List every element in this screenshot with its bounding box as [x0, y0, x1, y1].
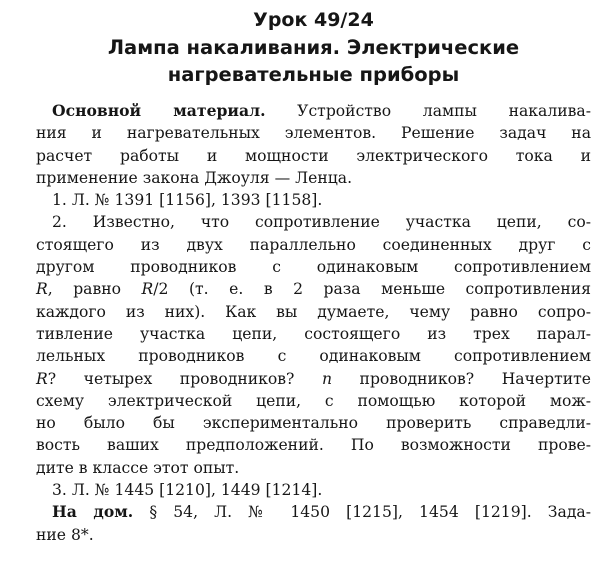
- count-symbol: n: [321, 369, 332, 388]
- task-2-line-12: дите в классе этот опыт.: [36, 458, 240, 477]
- resistance-symbol: R: [36, 280, 48, 299]
- main-material-label: Основной материал.: [52, 101, 266, 120]
- main-material-line-2: ния и нагревательных элементов. Решение задач на: [36, 124, 591, 143]
- main-material-line-4: применение закона Джоуля — Ленца.: [36, 168, 353, 187]
- lesson-title: [36, 34, 591, 88]
- task-2-line-11: вость ваших предположений. По возможности прове-: [36, 436, 591, 455]
- task-2-line-3: другом проводников с одинаковым сопротивлением: [36, 258, 591, 277]
- main-material-paragraph: [36, 100, 591, 189]
- resistance-symbol: R: [141, 280, 154, 299]
- task-2-line-5: каждого из них). Как вы думаете, чему равно сопро-: [36, 302, 591, 321]
- task-2-line-7: лельных проводников с одинаковым сопротивлением: [36, 347, 591, 366]
- homework-label: На дом.: [52, 502, 134, 522]
- task-2-line-10: но было бы экспериментально проверить справедли-: [36, 414, 591, 433]
- task-2-line-9: схему электрической цепи, с помощью которой мож-: [36, 391, 591, 410]
- lesson-title-line-2: нагревательные приборы: [167, 63, 460, 86]
- task-1: 1. Л. № 1391 [1156], 1393 [1158].: [52, 191, 323, 210]
- task-2-line-8: R? четырех проводников? n проводников? Начертите: [36, 369, 591, 388]
- homework-line-2: ние 8*.: [36, 525, 94, 544]
- task-2-line-2: стоящего из двух параллельно соединенных друг с: [36, 235, 591, 254]
- lesson-number: Урок 49/24: [253, 9, 374, 31]
- lesson-title-line-1: Лампа накаливания. Электрические: [107, 36, 520, 59]
- main-material-line-1: Основной материал. Устройство лампы накалива-: [52, 101, 591, 120]
- lesson-body: [36, 100, 591, 546]
- task-2-line-1: 2. Известно, что сопротивление участка цепи, со-: [52, 213, 591, 232]
- task-2-paragraph: [36, 211, 591, 479]
- main-material-line-3: расчет работы и мощности электрического тока и: [36, 146, 591, 165]
- task-3: 3. Л. № 1445 [1210], 1449 [1214].: [52, 481, 323, 500]
- task-2-line-4: R, равно R/2 (т. е. в 2 раза меньше сопротивления: [36, 280, 591, 299]
- homework-line-1: На дом. § 54, Л. № 1450 [1215], 1454 [1219]. Зада-: [52, 502, 591, 522]
- task-2-line-6: тивление участка цепи, состоящего из трех парал-: [36, 324, 591, 343]
- resistance-symbol: R: [36, 369, 48, 388]
- homework-paragraph: [36, 501, 591, 546]
